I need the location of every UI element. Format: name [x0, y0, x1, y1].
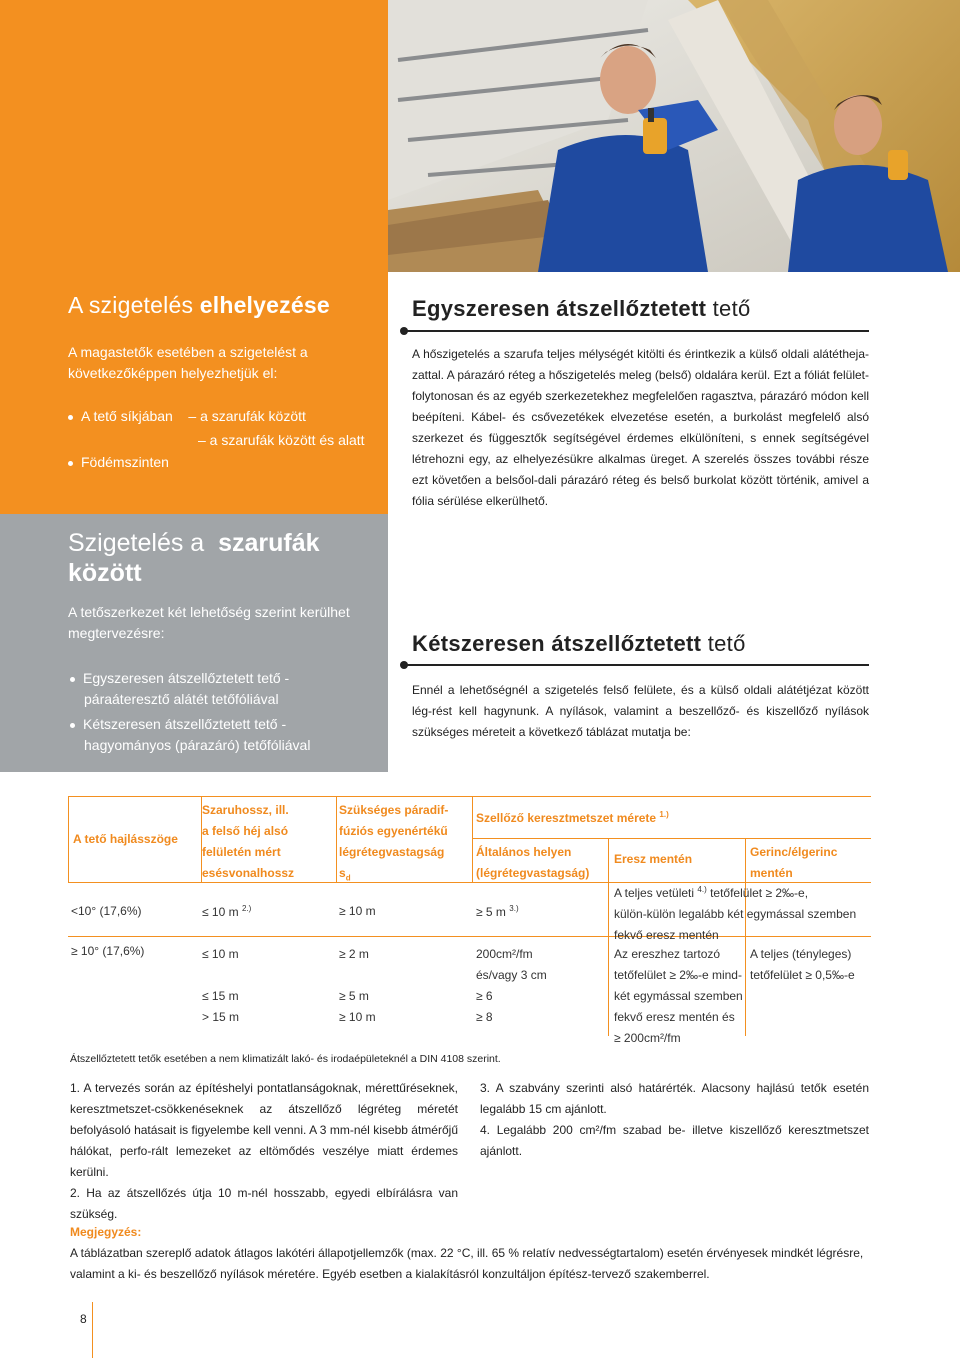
- header-pitch: A tető hajlásszöge: [73, 832, 178, 846]
- table-row-2-general: 200cm²/fm és/vagy 3 cm ≥ 6 ≥ 8: [476, 947, 547, 1024]
- table-rule: [68, 796, 871, 797]
- section-single-ventilated-body: A hőszigetelés a szarufa teljes mélységét kitölti és érintkezik a külső oldali alátétheja-zattal. A párazáró réteg a hőszigetelés meleg (belső) oldalára kerül. Ezt a fóliát felület-folytonosan és az egyéb szerkezetekhez megfelelően ragasztva, párazáró módon kell beépíteni. Kábel- és csővezetékek elvezetése esetén, a burkolást megfelelő alsó szerkezet és függesztők segítségével érdemes elkülöníteni, s ennek segítségével létrehozni egy, az elhelyezésükre alkalmas üreget. A szerelés összes további része ezt követően a belsőol-dali párazáró réteg és belső burkolat között történik, amivel a fólia sérülése elkerülhető.: [412, 347, 869, 508]
- placement-info-panel: [0, 252, 388, 514]
- header-sd: Szükséges páradif- fúziós egyenértékű légrétegvastagság $s_d$: [339, 803, 449, 883]
- bullet-icon: [68, 415, 73, 420]
- placement-title: A szigetelés elhelyezése: [68, 292, 330, 318]
- table-row-2-sd: ≥ 2 m ≥ 5 m ≥ 10 m: [339, 947, 376, 1024]
- ventilation-table: [68, 796, 871, 1046]
- table-row-1-general: ≥ 5 m $^{3.)}$: [476, 904, 519, 919]
- section-double-ventilated-body: Ennél a lehetőségnél a szigetelés felső felülete, és a külső oldali alátétjézat között lég-rést kell hagynunk. A nyílások, valamint a beszellőző- és kiszellőző nyílások szükséges méreteit a következő táblázat mutatja be:: [412, 683, 869, 739]
- bullet-icon: [70, 677, 75, 682]
- table-row-1-length: ≤ 10 m $^{2.)}$: [202, 904, 252, 919]
- page-number-rule: [92, 1302, 93, 1358]
- table-footnote: Átszellőztetett tetők esetében a nem klimatizált lakó- és irodaépületeknél a DIN 4108 szerint.: [70, 1053, 501, 1065]
- placement-bullet-roof-plane-sub: – a szarufák között és alatt: [198, 432, 365, 448]
- placement-intro: A magastetők esetében a szigetelést a következőképpen helyezhetjük el:: [68, 344, 308, 381]
- between-rafters-title: Szigetelés a szarufák között: [68, 529, 320, 587]
- remark-title: Megjegyzés:: [70, 1225, 142, 1239]
- header-eaves: Eresz mentén: [614, 852, 693, 866]
- section-divider: [404, 330, 869, 332]
- bullet-icon: [68, 461, 73, 466]
- table-row-1-eaves: A teljes vetületi $^{4.)}$ tetőfelület ≥ 2‰-e, külön-külön legalább két egymással szemben fekvő eresz mentén: [614, 885, 857, 942]
- table-rule: [472, 796, 473, 883]
- table-row-1-pitch: <10° (17,6%): [71, 904, 142, 918]
- divider-dot-icon: [400, 327, 408, 335]
- section-double-ventilated-title: Kétszeresen átszellőztetett tető: [412, 631, 746, 656]
- photo-workers-installing-insulation: [388, 0, 960, 272]
- header-general: Általános helyen (légrétegvastagság): [476, 845, 590, 880]
- header-length: Szaruhossz, ill. a felső héj alsó felületén mért esésvonalhossz: [202, 803, 295, 880]
- table-rule: [336, 796, 337, 883]
- table-row-2-pitch: ≥ 10° (17,6%): [71, 944, 145, 958]
- table-rule: [68, 796, 69, 883]
- between-rafters-intro: A tetőszerkezet két lehetőség szerint kerülhet megtervezésre:: [68, 604, 350, 641]
- remark-text: A táblázatban szereplő adatok átlagos lakótéri állapotjellemzők (max. 22 °C, ill. 65 % relatív nedvességtartalom) esetén érvényesek mindkét légrésre, valamint a ki- és beszellőző nyílások méretére. Egyéb esetben a kialakításról konzultáljon építész-tervező szakemberrel.: [70, 1246, 864, 1281]
- table-row-1-sd: ≥ 10 m: [339, 904, 376, 918]
- section-divider: [404, 664, 869, 666]
- divider-dot-icon: [400, 661, 408, 669]
- table-row-2-ridge: A teljes (tényleges) tetőfelület ≥ 0,5‰-e: [750, 947, 855, 982]
- option-single-ventilated: Egyszeresen átszellőztetett tető - páraáteresztő alátét tetőfóliával: [70, 668, 289, 710]
- table-rule: [472, 838, 871, 839]
- between-rafters-panel: [0, 514, 388, 772]
- notes-left: 1. A tervezés során az építéshelyi pontatlanságoknak, mérettűréseknek, keresztmetszet-csökkenéseknek az átszellőző légréteg méretét befolyásoló hatásait is figyelembe kell venni. A 3 mm-nél kisebb átmérőjű hálókat, perfo-rált lemezeket az eltömődés veszélye miatt érdemes kerülni. 2. Ha az átszellőzés útja 10 m-nél hosszabb, egyedi elbírálásra van szükség.: [70, 1081, 458, 1221]
- notes-right: 3. A szabvány szerinti alsó határérték. Alacsony hajlású tetők esetén legalább 15 cm ajánlott. 4. Legalább 200 cm²/fm szabad be- illetve kiszellőző keresztmetszet ajánlott.: [480, 1081, 869, 1158]
- option-double-ventilated: Kétszeresen átszellőztetett tető - hagyományos (párazáró) tetőfóliával: [70, 714, 310, 756]
- page-number: 8: [80, 1312, 87, 1326]
- placement-bullet-roof-plane: A tető síkjában – a szarufák között: [68, 408, 306, 424]
- section-single-ventilated-title: Egyszeresen átszellőztetett tető: [412, 296, 751, 321]
- header-ridge: Gerinc/élgerinc mentén: [750, 845, 838, 880]
- table-rule: [608, 838, 609, 1036]
- table-row-2-eaves: Az ereszhez tartozó tetőfelület ≥ 2‰-e mind- két egymással szemben fekvő eresz mentén és ≥ 200cm²/fm: [614, 947, 743, 1045]
- header-cross-section: Szellőző keresztmetszet mérete $^{1.)}$: [476, 810, 669, 825]
- table-row-2-length: ≤ 10 m ≤ 15 m > 15 m: [202, 947, 240, 1024]
- bullet-icon: [70, 723, 75, 728]
- placement-bullet-floor-level: Födémszinten: [68, 454, 169, 470]
- top-color-band: [0, 0, 388, 252]
